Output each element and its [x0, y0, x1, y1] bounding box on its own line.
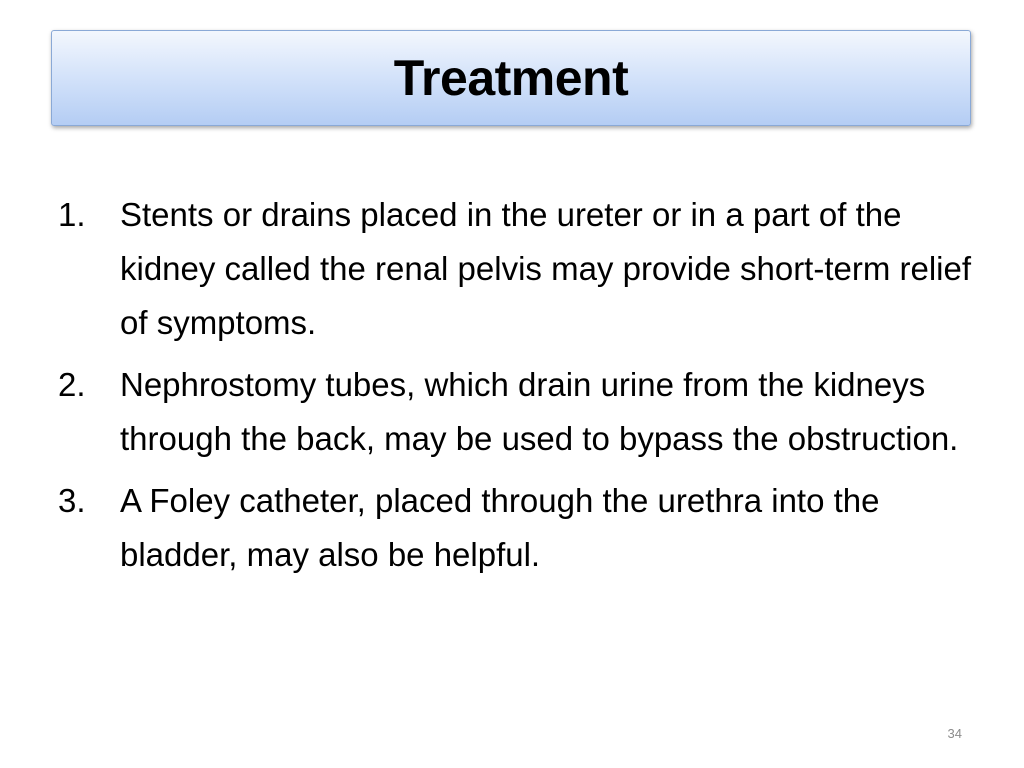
list-item — [58, 474, 988, 582]
slide-title: Treatment — [393, 50, 629, 106]
treatment-list — [58, 188, 988, 590]
list-item — [58, 358, 988, 466]
title-banner — [51, 30, 971, 126]
list-item-text: A Foley catheter, placed through the urethra into the bladder, may also be helpful. — [120, 482, 880, 573]
list-item-text: Nephrostomy tubes, which drain urine from the kidneys through the back, may be used to bypass the obstruction. — [120, 366, 959, 457]
list-item — [58, 188, 988, 350]
list-item-number: 3. — [58, 482, 86, 519]
list-item-text: Stents or drains placed in the ureter or in a part of the kidney called the renal pelvis may provide short-term relief of symptoms. — [120, 196, 972, 341]
slide-number: 34 — [947, 726, 962, 741]
list-item-number: 1. — [58, 196, 86, 233]
list-item-number: 2. — [58, 366, 86, 403]
